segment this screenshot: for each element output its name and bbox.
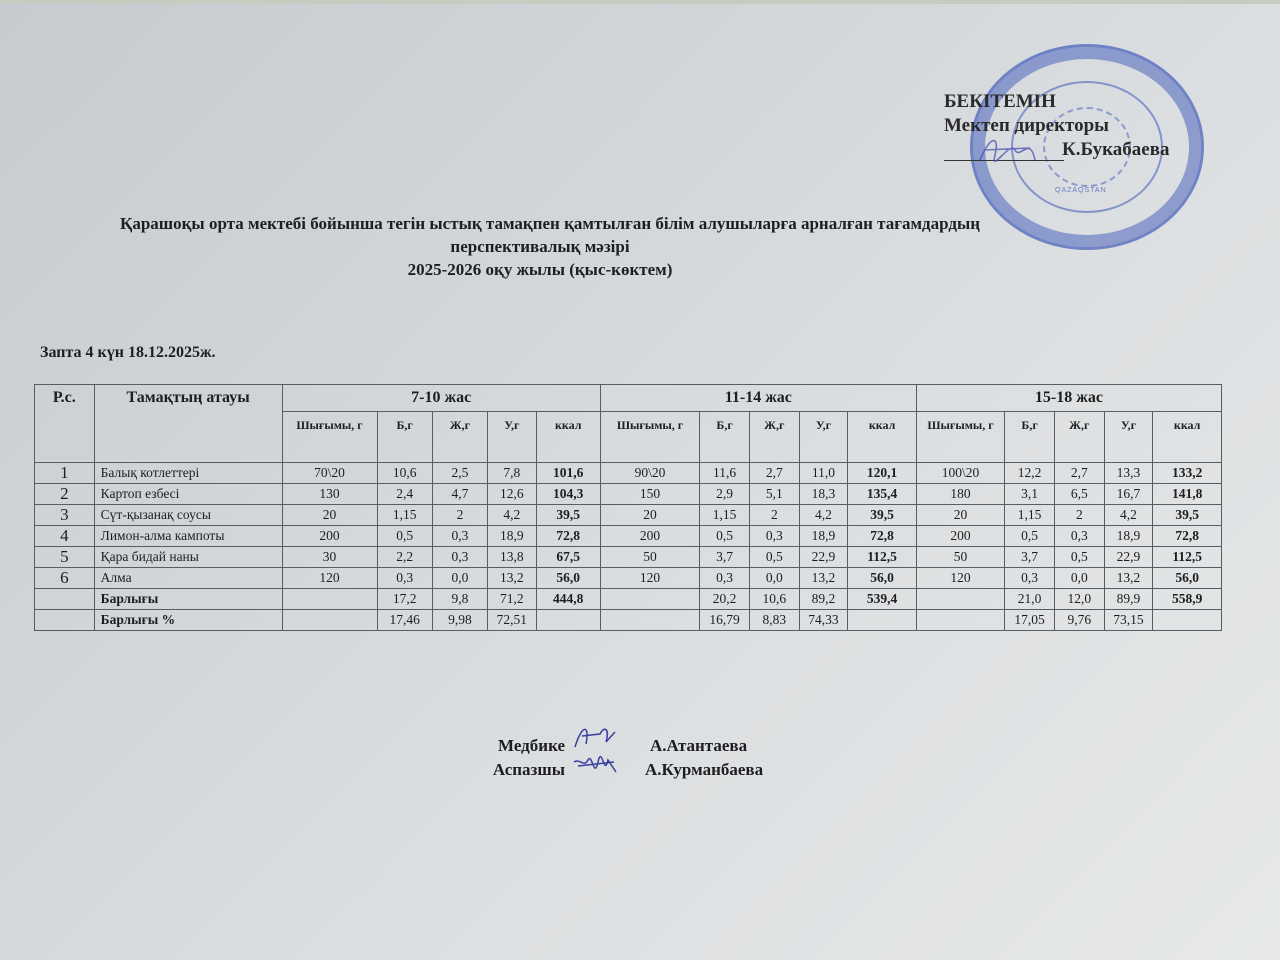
sub-header-carbs: У,г [1104, 412, 1153, 463]
table-row [35, 568, 1222, 589]
row-index: 1 [35, 463, 95, 484]
row-index [35, 589, 95, 610]
sub-header-fat: Ж,г [432, 412, 487, 463]
cell-g3-carbs: 16,7 [1104, 484, 1153, 505]
sub-header-yield: Шығымы, г [600, 412, 699, 463]
cell-g3-fat: 6,5 [1054, 484, 1104, 505]
signature-line [944, 160, 1064, 161]
signature-row-cook [430, 758, 810, 782]
cell-g1-protein: 17,2 [377, 589, 432, 610]
row-index: 2 [35, 484, 95, 505]
row-index [35, 610, 95, 631]
dish-name: Лимон-алма кампоты [94, 526, 282, 547]
paper-top-edge [0, 0, 1280, 4]
sub-header-carbs: У,г [488, 412, 537, 463]
cell-g1-protein: 10,6 [377, 463, 432, 484]
cell-g3-yield: 180 [916, 484, 1004, 505]
cell-g1-carbs: 7,8 [488, 463, 537, 484]
cell-g1-yield: 130 [282, 484, 377, 505]
cell-g3-carbs: 18,9 [1104, 526, 1153, 547]
cell-g1-kcal: 39,5 [536, 505, 600, 526]
cell-g1-yield: 20 [282, 505, 377, 526]
cell-g3-protein: 3,7 [1005, 547, 1055, 568]
cell-g1-fat: 0,3 [432, 547, 487, 568]
table-row [35, 526, 1222, 547]
cell-g3-fat: 0,5 [1054, 547, 1104, 568]
sub-header-protein: Б,г [700, 412, 750, 463]
col-header-name: Тамақтың атауы [94, 385, 282, 463]
cell-g2-fat: 0,0 [749, 568, 799, 589]
cell-g3-fat: 0,3 [1054, 526, 1104, 547]
cell-g1-kcal: 56,0 [536, 568, 600, 589]
cell-g1-yield [282, 610, 377, 631]
person-name: А.Курманбаева [645, 760, 764, 779]
cell-g3-fat: 12,0 [1054, 589, 1104, 610]
cell-g1-yield: 120 [282, 568, 377, 589]
cell-g1-carbs: 4,2 [488, 505, 537, 526]
table-row [35, 484, 1222, 505]
cell-g2-protein: 1,15 [700, 505, 750, 526]
approval-block [944, 90, 1244, 160]
cell-g2-carbs: 4,2 [799, 505, 848, 526]
cell-g1-yield [282, 589, 377, 610]
approval-position: Мектеп директоры [944, 115, 1110, 136]
cell-g2-protein: 11,6 [700, 463, 750, 484]
cell-g1-fat: 4,7 [432, 484, 487, 505]
cell-g3-fat: 0,0 [1054, 568, 1104, 589]
sub-header-yield: Шығымы, г [282, 412, 377, 463]
cell-g3-carbs: 89,9 [1104, 589, 1153, 610]
cell-g1-carbs: 12,6 [488, 484, 537, 505]
cell-g2-fat: 8,83 [749, 610, 799, 631]
sub-header-fat: Ж,г [1054, 412, 1104, 463]
total-row [35, 610, 1222, 631]
role-label: Аспазшы [492, 760, 565, 779]
cell-g1-yield: 200 [282, 526, 377, 547]
week-day-label: Запта 4 күн 18.12.2025ж. [40, 344, 216, 361]
cell-g2-yield: 50 [600, 547, 699, 568]
dish-name: Картоп езбесі [94, 484, 282, 505]
cell-g1-protein: 1,15 [377, 505, 432, 526]
cell-g1-carbs: 72,51 [488, 610, 537, 631]
col-header-rs: Р.с. [35, 385, 95, 463]
cell-g2-carbs: 18,9 [799, 526, 848, 547]
cell-g2-protein: 0,5 [700, 526, 750, 547]
total-row [35, 589, 1222, 610]
sub-header-kcal: ккал [848, 412, 917, 463]
cell-g2-kcal: 112,5 [848, 547, 917, 568]
sub-header-protein: Б,г [1005, 412, 1055, 463]
cell-g1-kcal: 444,8 [536, 589, 600, 610]
cell-g3-protein: 21,0 [1005, 589, 1055, 610]
cell-g1-protein: 0,3 [377, 568, 432, 589]
cell-g2-carbs: 74,33 [799, 610, 848, 631]
cell-g1-kcal [536, 610, 600, 631]
cell-g2-yield: 20 [600, 505, 699, 526]
signature-block [430, 734, 810, 782]
cell-g3-yield: 50 [916, 547, 1004, 568]
cell-g2-yield: 200 [600, 526, 699, 547]
cell-g2-kcal: 135,4 [848, 484, 917, 505]
cell-g3-kcal: 133,2 [1153, 463, 1222, 484]
menu-table [34, 384, 1222, 631]
cell-g2-kcal: 39,5 [848, 505, 917, 526]
cell-g3-yield: 20 [916, 505, 1004, 526]
cell-g2-carbs: 11,0 [799, 463, 848, 484]
cell-g2-carbs: 89,2 [799, 589, 848, 610]
cell-g3-carbs: 13,2 [1104, 568, 1153, 589]
cell-g1-protein: 0,5 [377, 526, 432, 547]
cell-g2-yield [600, 589, 699, 610]
cell-g2-yield: 150 [600, 484, 699, 505]
person-name: А.Атантаева [650, 736, 748, 755]
cell-g3-yield: 200 [916, 526, 1004, 547]
cell-g2-protein: 0,3 [700, 568, 750, 589]
cell-g2-carbs: 13,2 [799, 568, 848, 589]
cell-g3-carbs: 13,3 [1104, 463, 1153, 484]
cell-g3-yield [916, 610, 1004, 631]
dish-name: Алма [94, 568, 282, 589]
dish-name: Балық котлеттері [94, 463, 282, 484]
cell-g2-carbs: 22,9 [799, 547, 848, 568]
row-index: 5 [35, 547, 95, 568]
cell-g1-fat: 9,8 [432, 589, 487, 610]
cell-g1-fat: 2,5 [432, 463, 487, 484]
sub-header-fat: Ж,г [749, 412, 799, 463]
cell-g3-kcal: 72,8 [1153, 526, 1222, 547]
cell-g3-yield [916, 589, 1004, 610]
cell-g3-protein: 3,1 [1005, 484, 1055, 505]
cell-g1-fat: 9,98 [432, 610, 487, 631]
cell-g1-fat: 2 [432, 505, 487, 526]
cell-g3-protein: 12,2 [1005, 463, 1055, 484]
cell-g2-yield [600, 610, 699, 631]
cell-g1-yield: 70\20 [282, 463, 377, 484]
cell-g2-fat: 2 [749, 505, 799, 526]
cell-g2-kcal: 56,0 [848, 568, 917, 589]
cell-g1-fat: 0,0 [432, 568, 487, 589]
cell-g1-protein: 17,46 [377, 610, 432, 631]
cell-g1-carbs: 13,2 [488, 568, 537, 589]
cell-g2-yield: 120 [600, 568, 699, 589]
stamp-text: QAZAQSTAN [1055, 187, 1107, 194]
cell-g2-fat: 10,6 [749, 589, 799, 610]
cell-g2-fat: 0,3 [749, 526, 799, 547]
cell-g1-carbs: 13,8 [488, 547, 537, 568]
table-row [35, 547, 1222, 568]
cell-g2-fat: 0,5 [749, 547, 799, 568]
cell-g1-protein: 2,2 [377, 547, 432, 568]
title-line-3: 2025-2026 оқу жылы (қыс-көктем) [407, 260, 673, 279]
dish-name: Барлығы [94, 589, 282, 610]
cell-g3-kcal: 39,5 [1153, 505, 1222, 526]
signature-row-nurse [430, 734, 810, 758]
group-header-11-14: 11-14 жас [600, 385, 916, 412]
dish-name: Сүт-қызанақ соусы [94, 505, 282, 526]
cell-g1-kcal: 104,3 [536, 484, 600, 505]
cell-g3-fat: 2 [1054, 505, 1104, 526]
cell-g3-protein: 0,5 [1005, 526, 1055, 547]
cell-g3-protein: 0,3 [1005, 568, 1055, 589]
cell-g3-carbs: 73,15 [1104, 610, 1153, 631]
cell-g1-kcal: 101,6 [536, 463, 600, 484]
cell-g2-protein: 20,2 [700, 589, 750, 610]
cell-g2-fat: 2,7 [749, 463, 799, 484]
title-line-2: перспективалық мәзірі [450, 237, 630, 256]
document-title [100, 212, 980, 281]
approval-heading: БЕКІТЕМІН [944, 91, 1056, 112]
cell-g2-protein: 3,7 [700, 547, 750, 568]
cell-g2-protein: 16,79 [700, 610, 750, 631]
cell-g3-kcal: 558,9 [1153, 589, 1222, 610]
cell-g1-carbs: 71,2 [488, 589, 537, 610]
row-index: 4 [35, 526, 95, 547]
cell-g2-yield: 90\20 [600, 463, 699, 484]
cell-g1-fat: 0,3 [432, 526, 487, 547]
title-line-1: Қарашоқы орта мектебі бойынша тегін ыстық тамақпен қамтылған білім алушыларға арналған тағамдардың [120, 214, 981, 233]
cell-g3-protein: 17,05 [1005, 610, 1055, 631]
row-index: 3 [35, 505, 95, 526]
cell-g2-kcal: 72,8 [848, 526, 917, 547]
cell-g3-fat: 9,76 [1054, 610, 1104, 631]
cell-g3-protein: 1,15 [1005, 505, 1055, 526]
cell-g2-kcal [848, 610, 917, 631]
cell-g3-fat: 2,7 [1054, 463, 1104, 484]
sub-header-kcal: ккал [1153, 412, 1222, 463]
sub-header-protein: Б,г [377, 412, 432, 463]
cell-g2-kcal: 120,1 [848, 463, 917, 484]
cell-g3-kcal: 56,0 [1153, 568, 1222, 589]
cell-g3-kcal: 112,5 [1153, 547, 1222, 568]
cell-g1-carbs: 18,9 [488, 526, 537, 547]
sub-header-kcal: ккал [536, 412, 600, 463]
cell-g3-kcal [1153, 610, 1222, 631]
cell-g3-kcal: 141,8 [1153, 484, 1222, 505]
cell-g3-yield: 120 [916, 568, 1004, 589]
cell-g2-protein: 2,9 [700, 484, 750, 505]
cell-g3-carbs: 22,9 [1104, 547, 1153, 568]
cell-g1-protein: 2,4 [377, 484, 432, 505]
cell-g1-kcal: 72,8 [536, 526, 600, 547]
cook-signature-icon [570, 752, 620, 782]
table-row [35, 505, 1222, 526]
dish-name: Барлығы % [94, 610, 282, 631]
table-row [35, 463, 1222, 484]
group-header-15-18: 15-18 жас [916, 385, 1221, 412]
cell-g2-fat: 5,1 [749, 484, 799, 505]
cell-g3-carbs: 4,2 [1104, 505, 1153, 526]
role-label: Медбике [498, 736, 565, 755]
nurse-signature-icon [570, 722, 620, 752]
sub-header-yield: Шығымы, г [916, 412, 1004, 463]
group-header-7-10: 7-10 жас [282, 385, 600, 412]
row-index: 6 [35, 568, 95, 589]
cell-g3-yield: 100\20 [916, 463, 1004, 484]
cell-g1-yield: 30 [282, 547, 377, 568]
cell-g2-carbs: 18,3 [799, 484, 848, 505]
dish-name: Қара бидай наны [94, 547, 282, 568]
cell-g2-kcal: 539,4 [848, 589, 917, 610]
sub-header-carbs: У,г [799, 412, 848, 463]
cell-g1-kcal: 67,5 [536, 547, 600, 568]
director-name: К.Букабаева [1062, 139, 1170, 160]
